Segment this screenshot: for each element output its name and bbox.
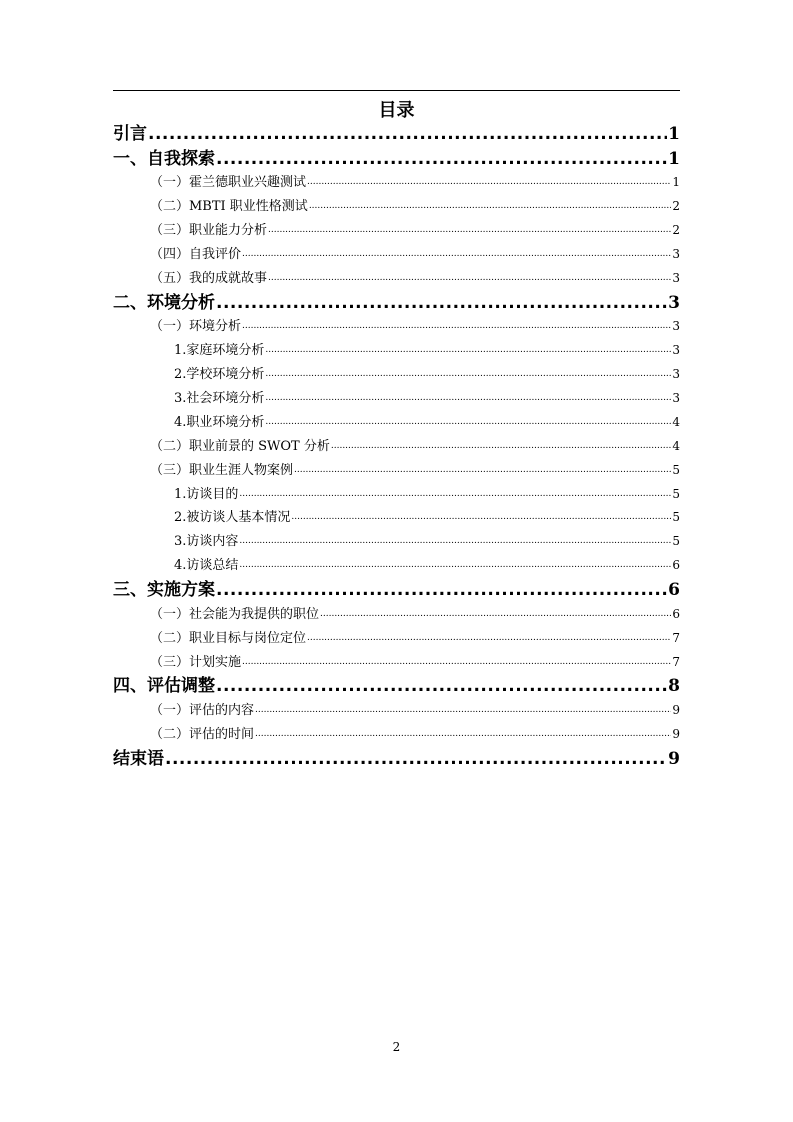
toc-entry-page-number: 6 <box>668 580 680 600</box>
toc-entry-page-number: 4 <box>672 439 680 453</box>
toc-entry-page-number: 5 <box>672 463 680 477</box>
toc-entry-level-2[interactable] <box>113 459 680 482</box>
toc-entry-level-3[interactable] <box>113 387 680 410</box>
toc-entry-label: 1.访谈目的 <box>174 487 239 502</box>
toc-entry-label: 3.访谈内容 <box>174 534 239 549</box>
toc-entry-label: （一）环境分析 <box>150 319 242 334</box>
toc-dot-leader <box>239 554 671 577</box>
toc-entry-level-2[interactable] <box>113 171 680 194</box>
toc-entry-page-number: 9 <box>672 703 680 717</box>
toc-entry-page-number: 5 <box>672 487 680 501</box>
toc-entry-level-2[interactable] <box>113 603 680 626</box>
toc-entry-level-1[interactable] <box>113 674 680 698</box>
toc-dot-leader <box>242 651 671 674</box>
toc-entry-page-number: 9 <box>668 749 680 769</box>
toc-dot-leader <box>291 506 671 529</box>
toc-entry-page-number: 8 <box>668 676 680 696</box>
toc-entry-page-number: 1 <box>668 149 680 169</box>
toc-entry-level-1[interactable] <box>113 747 680 771</box>
toc-entry-page-number: 6 <box>672 558 680 572</box>
toc-entry-label: （四）自我评价 <box>150 247 242 262</box>
toc-entry-page-number: 7 <box>672 655 680 669</box>
toc-entry-label: （二）职业前景的 SWOT 分析 <box>150 439 330 454</box>
toc-dot-leader <box>216 674 667 698</box>
toc-entry-level-2[interactable] <box>113 651 680 674</box>
toc-entry-page-number: 6 <box>672 607 680 621</box>
toc-entry-level-1[interactable] <box>113 147 680 171</box>
toc-dot-leader <box>265 339 671 362</box>
toc-entry-level-3[interactable] <box>113 554 680 577</box>
toc-entry-page-number: 4 <box>672 415 680 429</box>
toc-dot-leader <box>320 603 671 626</box>
toc-dot-leader <box>148 122 667 146</box>
toc-entry-page-number: 7 <box>672 631 680 645</box>
toc-entry-page-number: 9 <box>672 727 680 741</box>
toc-entry-label: （三）职业生涯人物案例 <box>150 463 294 478</box>
toc-dot-leader <box>255 723 671 746</box>
toc-entry-page-number: 2 <box>672 223 680 237</box>
toc-entry-level-3[interactable] <box>113 363 680 386</box>
toc-entry-page-number: 5 <box>672 510 680 524</box>
toc-entry-page-number: 3 <box>672 343 680 357</box>
toc-entry-label: 结束语 <box>113 749 164 769</box>
toc-entry-label: （二）MBTI 职业性格测试 <box>150 199 308 214</box>
toc-dot-leader <box>239 483 671 506</box>
toc-dot-leader <box>242 243 671 266</box>
toc-entry-level-3[interactable] <box>113 411 680 434</box>
toc-entry-page-number: 3 <box>672 319 680 333</box>
toc-entry-label: 3.社会环境分析 <box>174 391 265 406</box>
toc-entry-label: （一）评估的内容 <box>150 703 255 718</box>
toc-entry-level-2[interactable] <box>113 195 680 218</box>
toc-entry-label: 2.学校环境分析 <box>174 367 265 382</box>
toc-entry-label: （一）社会能为我提供的职位 <box>150 607 320 622</box>
toc-entry-label: （一）霍兰德职业兴趣测试 <box>150 175 307 190</box>
toc-entry-level-2[interactable] <box>113 627 680 650</box>
toc-entry-label: 二、环境分析 <box>113 293 215 313</box>
toc-title: 目录 <box>378 100 415 121</box>
toc-entry-level-1[interactable] <box>113 122 680 146</box>
toc-dot-leader <box>309 195 672 218</box>
toc-entry-page-number: 3 <box>672 391 680 405</box>
toc-entry-label: （二）职业目标与岗位定位 <box>150 631 307 646</box>
toc-dot-leader <box>216 147 667 171</box>
toc-dot-leader <box>239 530 671 553</box>
toc-entry-level-2[interactable] <box>113 723 680 746</box>
toc-entry-page-number: 3 <box>672 247 680 261</box>
toc-entry-label: （三）计划实施 <box>150 655 242 670</box>
toc-dot-leader <box>216 291 667 315</box>
toc-dot-leader <box>268 267 671 290</box>
toc-entry-label: 4.职业环境分析 <box>174 415 265 430</box>
toc-entry-page-number: 1 <box>672 175 680 189</box>
toc-entry-level-2[interactable] <box>113 243 680 266</box>
toc-dot-leader <box>307 171 671 194</box>
toc-entry-level-3[interactable] <box>113 530 680 553</box>
toc-entry-page-number: 2 <box>672 199 680 213</box>
toc-entry-label: （二）评估的时间 <box>150 727 255 742</box>
toc-dot-leader <box>307 627 671 650</box>
toc-entry-level-3[interactable] <box>113 483 680 506</box>
toc-entry-label: 4.访谈总结 <box>174 558 239 573</box>
toc-dot-leader <box>265 387 671 410</box>
toc-entry-level-2[interactable] <box>113 315 680 338</box>
toc-dot-leader <box>216 578 667 602</box>
toc-entry-label: 2.被访谈人基本情况 <box>174 510 291 525</box>
toc-entry-level-3[interactable] <box>113 506 680 529</box>
toc-dot-leader <box>265 411 671 434</box>
toc-entry-page-number: 1 <box>668 124 680 144</box>
toc-entry-label: （三）职业能力分析 <box>150 223 268 238</box>
toc-entry-level-2[interactable] <box>113 219 680 242</box>
toc-entry-label: （五）我的成就故事 <box>150 271 268 286</box>
toc-entry-level-2[interactable] <box>113 435 680 458</box>
toc-entry-page-number: 5 <box>672 534 680 548</box>
toc-dot-leader <box>255 699 671 722</box>
toc-entry-label: 三、实施方案 <box>113 580 215 600</box>
toc-entry-level-2[interactable] <box>113 267 680 290</box>
toc-entry-level-1[interactable] <box>113 291 680 315</box>
toc-entry-level-2[interactable] <box>113 699 680 722</box>
toc-dot-leader <box>242 315 671 338</box>
toc-entry-label: 一、自我探索 <box>113 149 215 169</box>
toc-dot-leader <box>265 363 671 386</box>
toc-entry-label: 四、评估调整 <box>113 676 215 696</box>
header-rule <box>113 90 680 91</box>
toc-dot-leader <box>294 459 671 482</box>
toc-entry-page-number: 3 <box>668 293 680 313</box>
toc-entry-label: 1.家庭环境分析 <box>174 343 265 358</box>
toc-entry-label: 引言 <box>113 124 147 144</box>
toc-entry-page-number: 3 <box>672 271 680 285</box>
page-number: 2 <box>392 1040 401 1054</box>
toc-dot-leader <box>268 219 671 242</box>
toc-entry-level-3[interactable] <box>113 339 680 362</box>
toc-entry-page-number: 3 <box>672 367 680 381</box>
toc-entry-level-1[interactable] <box>113 578 680 602</box>
toc-dot-leader <box>331 435 671 458</box>
toc-dot-leader <box>165 747 667 771</box>
